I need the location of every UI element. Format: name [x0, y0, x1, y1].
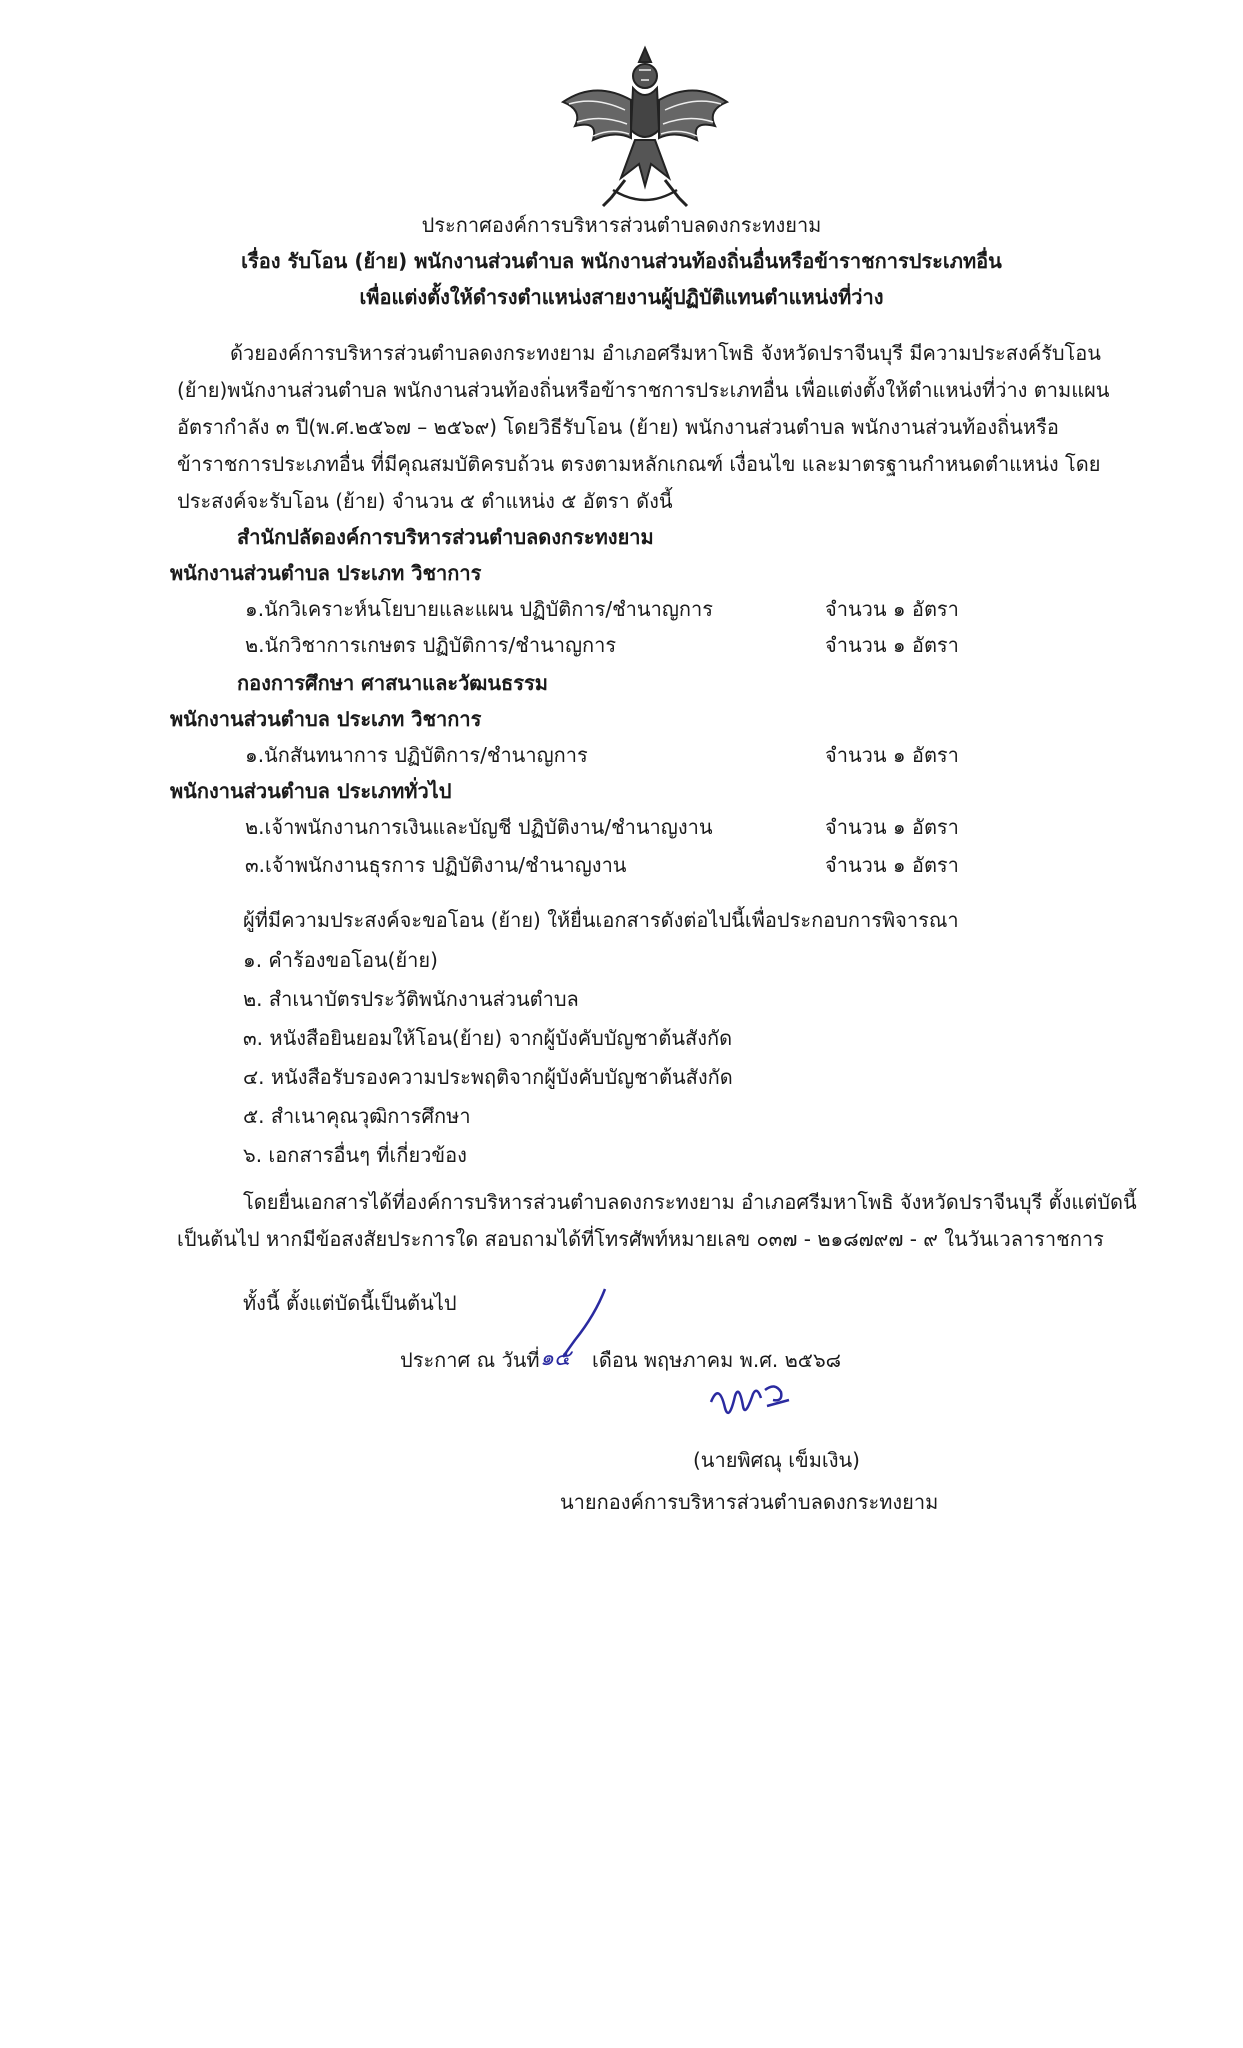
intro-line-2: (ย้าย)พนักงานส่วนตำบล พนักงานส่วนท้องถิ่นหรือข้าราชการประเภทอื่น เพื่อแต่งตั้งให้ตำแหน่งที่ว่าง ตามแผน — [177, 378, 1110, 402]
position-2-count: จำนวน ๑ อัตรา — [825, 633, 959, 657]
announce-date-suffix: เดือน พฤษภาคม พ.ศ. ๒๕๖๘ — [592, 1348, 842, 1372]
submit-line-2: เป็นต้นไป หากมีข้อสงสัยประการใด สอบถามได้ที่โทรศัพท์หมายเลข ๐๓๗ - ๒๑๘๗๙๗ - ๙ ในวันเวลาราชการ — [177, 1227, 1104, 1251]
position-5: ๓.เจ้าพนักงานธุรการ ปฏิบัติงาน/ชำนาญงาน — [245, 853, 627, 877]
position-5-count: จำนวน ๑ อัตรา — [825, 853, 959, 877]
announcement-subject: เรื่อง รับโอน (ย้าย) พนักงานส่วนตำบล พนักงานส่วนท้องถิ่นอื่นหรือข้าราชการประเภทอื่น — [241, 249, 1002, 273]
intro-line-1: ด้วยองค์การบริหารส่วนตำบลดงกระทงยาม อำเภอศรีมหาโพธิ จังหวัดปราจีนบุรี มีความประสงค์รับโอน — [230, 341, 1101, 365]
document-item: ๔. หนังสือรับรองความประพฤติจากผู้บังคับบัญชาต้นสังกัด — [243, 1065, 733, 1089]
announce-date-day: ๑๕ — [540, 1346, 571, 1371]
signature-icon — [705, 1372, 795, 1432]
announcement-title: ประกาศองค์การบริหารส่วนตำบลดงกระทงยาม — [421, 213, 822, 237]
office-heading-1: สำนักปลัดองค์การบริหารส่วนตำบลดงกระทงยาม — [237, 525, 654, 549]
position-1-count: จำนวน ๑ อัตรา — [825, 597, 959, 621]
position-2: ๒.นักวิชาการเกษตร ปฏิบัติการ/ชำนาญการ — [245, 633, 617, 657]
effective-statement: ทั้งนี้ ตั้งแต่บัดนี้เป็นต้นไป — [243, 1291, 457, 1315]
document-item: ๕. สำเนาคุณวุฒิการศึกษา — [243, 1104, 471, 1128]
signer-title: นายกองค์การบริหารส่วนตำบลดงกระทงยาม — [560, 1490, 939, 1514]
announce-date-prefix: ประกาศ ณ วันที่ — [400, 1348, 540, 1372]
signer-name: (นายพิศณุ เข็มเงิน) — [693, 1448, 860, 1472]
position-4-count: จำนวน ๑ อัตรา — [825, 815, 959, 839]
position-3-count: จำนวน ๑ อัตรา — [825, 743, 959, 767]
document-item: ๑. คำร้องขอโอน(ย้าย) — [243, 948, 438, 972]
intro-line-5: ประสงค์จะรับโอน (ย้าย) จำนวน ๕ ตำแหน่ง ๕ อัตรา ดังนี้ — [177, 489, 673, 513]
document-item: ๖. เอกสารอื่นๆ ที่เกี่ยวข้อง — [243, 1143, 467, 1167]
pen-stroke-icon — [555, 1285, 615, 1365]
office-heading-2: กองการศึกษา ศาสนาและวัฒนธรรม — [237, 671, 548, 695]
documents-lead: ผู้ที่มีความประสงค์จะขอโอน (ย้าย) ให้ยื่นเอกสารดังต่อไปนี้เพื่อประกอบการพิจารณา — [243, 908, 959, 932]
document-item: ๒. สำเนาบัตรประวัติพนักงานส่วนตำบล — [243, 987, 579, 1011]
type-heading-1: พนักงานส่วนตำบล ประเภท วิชาการ — [170, 561, 482, 585]
announcement-subject-line2: เพื่อแต่งตั้งให้ดำรงตำแหน่งสายงานผู้ปฏิบัติแทนตำแหน่งที่ว่าง — [359, 285, 884, 309]
submit-line-1: โดยยื่นเอกสารได้ที่องค์การบริหารส่วนตำบลดงกระทงยาม อำเภอศรีมหาโพธิ จังหวัดปราจีนบุรี ตั้งแต่บัดนี้ — [243, 1190, 1137, 1214]
intro-line-4: ข้าราชการประเภทอื่น ที่มีคุณสมบัติครบถ้วน ตรงตามหลักเกณฑ์ เงื่อนไข และมาตรฐานกำหนดตำแหน่ง โดย — [177, 452, 1101, 476]
type-heading-2: พนักงานส่วนตำบล ประเภท วิชาการ — [170, 707, 482, 731]
position-4: ๒.เจ้าพนักงานการเงินและบัญชี ปฏิบัติงาน/ชำนาญงาน — [245, 815, 713, 839]
intro-line-3: อัตรากำลัง ๓ ปี(พ.ศ.๒๕๖๗ – ๒๕๖๙) โดยวิธีรับโอน (ย้าย) พนักงานส่วนตำบล พนักงานส่วนท้องถิ่นหรือ — [177, 415, 1059, 439]
document-item: ๓. หนังสือยินยอมให้โอน(ย้าย) จากผู้บังคับบัญชาต้นสังกัด — [243, 1026, 733, 1050]
garuda-emblem-icon — [555, 40, 735, 220]
position-1: ๑.นักวิเคราะห์นโยบายและแผน ปฏิบัติการ/ชำนาญการ — [245, 597, 713, 621]
position-3: ๑.นักสันทนาการ ปฏิบัติการ/ชำนาญการ — [245, 743, 588, 767]
type-heading-3: พนักงานส่วนตำบล ประเภททั่วไป — [170, 779, 452, 803]
